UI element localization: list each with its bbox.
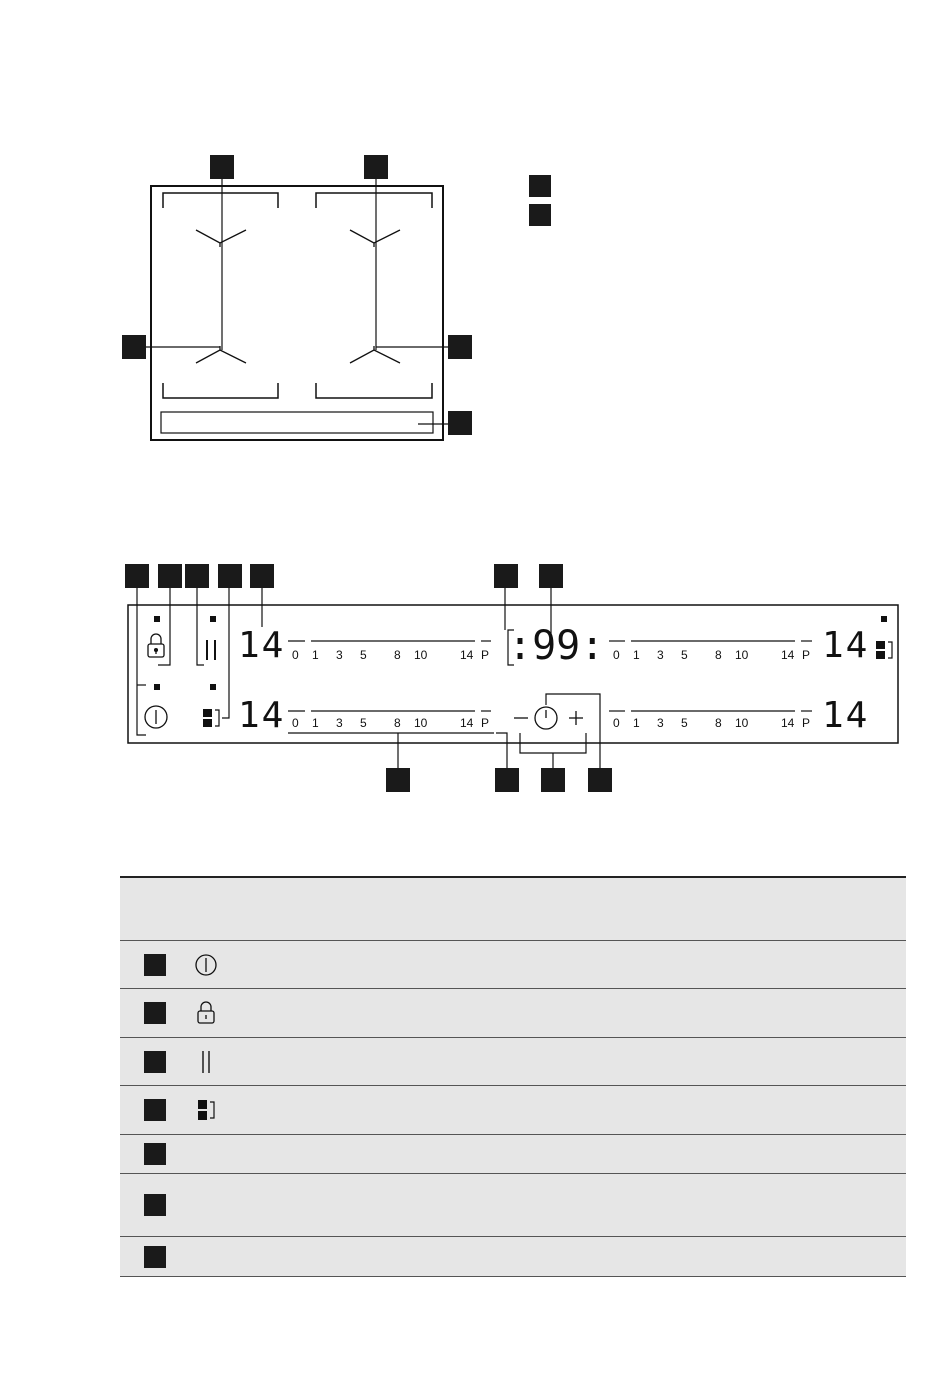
slider-scale-label: 14 <box>460 648 474 662</box>
table-header-row <box>120 877 906 941</box>
row-badge <box>144 1002 166 1024</box>
table-row <box>120 1038 906 1086</box>
row-badge <box>144 954 166 976</box>
slider-scale-label: 14 <box>781 648 795 662</box>
zone-display-bottom-right: 14 <box>822 695 870 736</box>
slider-scale-label: 14 <box>460 716 474 730</box>
slider-scale-label: 0 <box>292 716 299 730</box>
callout-badge-timer-display <box>539 564 563 588</box>
callout-badge-timer-indicator <box>494 564 518 588</box>
table-row <box>120 989 906 1038</box>
slider-scale-label: 1 <box>312 716 319 730</box>
slider-scale-label: 8 <box>715 716 722 730</box>
table-row <box>120 1135 906 1174</box>
callout-badge-pause <box>185 564 209 588</box>
table-row <box>120 1174 906 1237</box>
feature-table <box>120 876 906 1277</box>
callout-badge-minus <box>495 768 519 792</box>
row-badge <box>144 1099 166 1121</box>
table-row-text <box>236 1086 906 1135</box>
slider-scale-label: 14 <box>781 716 795 730</box>
slider-scale-label: 1 <box>633 716 640 730</box>
row-badge <box>144 1194 166 1216</box>
table-row-text <box>236 989 906 1038</box>
slider-scale-label: 0 <box>292 648 299 662</box>
slider-scale-label: 10 <box>414 716 428 730</box>
slider-scale-label: P <box>481 648 490 662</box>
callout-badge-lock <box>158 564 182 588</box>
slider-scale-label: 8 <box>394 648 401 662</box>
callout-badge-zone-display <box>250 564 274 588</box>
callout-badge-bridge <box>218 564 242 588</box>
table-header-cell <box>120 877 906 941</box>
slider-scale-label: 10 <box>735 648 749 662</box>
callout-badge-plus-minus <box>541 768 565 792</box>
slider-scale-label: 8 <box>715 648 722 662</box>
table-row-text <box>236 1174 906 1237</box>
slider-scale-label: 5 <box>681 716 688 730</box>
slider-scale-label: 0 <box>613 648 620 662</box>
table-row-text <box>236 1038 906 1086</box>
row-badge <box>144 1143 166 1165</box>
slider-scale-label: 10 <box>735 716 749 730</box>
slider-scale-label: 5 <box>360 648 367 662</box>
callout-badge-power <box>125 564 149 588</box>
bridge-icon <box>194 1097 224 1123</box>
zone-display-bottom-left: 14 <box>238 695 286 736</box>
zone-display-top-right: 14 <box>822 625 870 666</box>
power-icon <box>194 952 224 978</box>
timer-display: :99: <box>508 623 605 669</box>
row-badge <box>144 1246 166 1268</box>
slider-scale-label: P <box>802 716 811 730</box>
slider-scale-label: 3 <box>336 716 343 730</box>
table-row <box>120 1237 906 1277</box>
slider-scale-label: 5 <box>681 648 688 662</box>
lock-icon <box>194 1000 224 1026</box>
callout-badge-control-bar <box>386 768 410 792</box>
table-row-text <box>236 1135 906 1174</box>
slider-scale-label: 10 <box>414 648 428 662</box>
table-row <box>120 1086 906 1135</box>
callout-badge-timer-button <box>588 768 612 792</box>
row-badge <box>144 1051 166 1073</box>
slider-scale-label: 1 <box>312 648 319 662</box>
slider-scale-label: 5 <box>360 716 367 730</box>
slider-scale-label: P <box>481 716 490 730</box>
slider-scale-label: 8 <box>394 716 401 730</box>
table-row-text <box>236 1237 906 1277</box>
zone-display-top-left: 14 <box>238 625 286 666</box>
slider-scale-label: 0 <box>613 716 620 730</box>
slider-scale-label: P <box>802 648 811 662</box>
slider-scale-label: 3 <box>657 648 664 662</box>
table-row-text <box>236 941 906 989</box>
pause-icon <box>194 1049 224 1075</box>
table-row <box>120 941 906 989</box>
slider-scale-label: 3 <box>336 648 343 662</box>
slider-scale-label: 3 <box>657 716 664 730</box>
slider-scale-label: 1 <box>633 648 640 662</box>
